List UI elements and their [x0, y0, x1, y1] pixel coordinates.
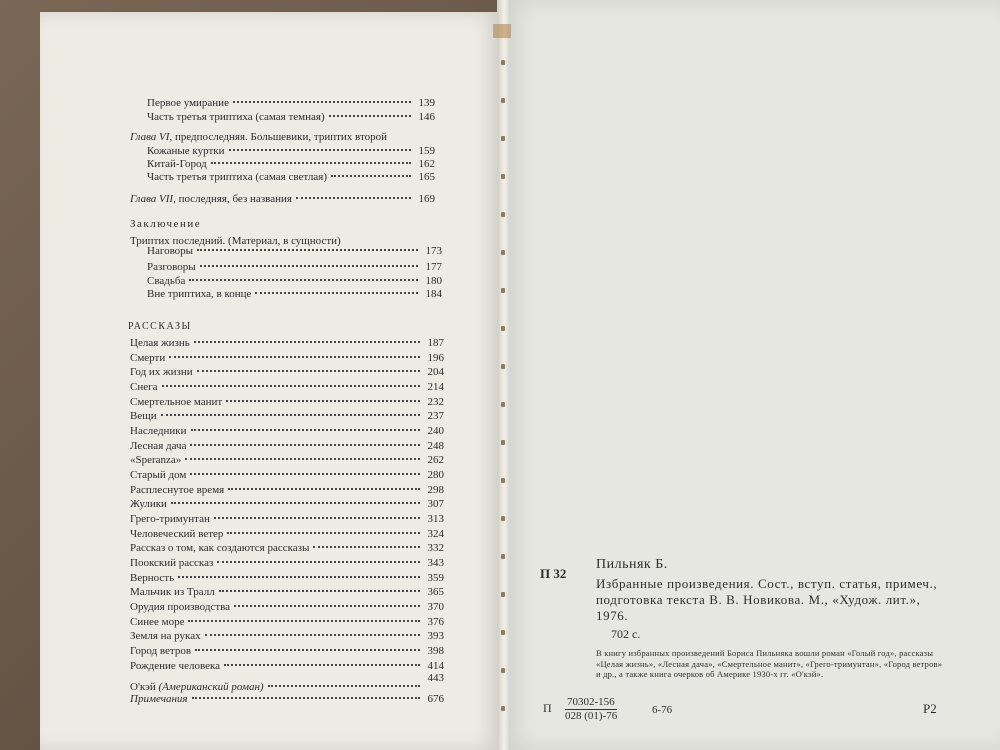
stories-heading: РАССКАЗЫ: [128, 321, 192, 332]
chapter-title: , последняя, без названия: [173, 193, 292, 205]
toc-entry-title: Снега: [130, 380, 158, 393]
toc-entry: [130, 513, 444, 526]
toc-entry-title: Рождение человека: [130, 659, 221, 672]
leader-dots: [217, 561, 420, 563]
leader-dots: [192, 697, 420, 699]
toc-entry: [130, 410, 444, 423]
toc-entry: [147, 111, 435, 124]
toc-entry: [147, 158, 435, 171]
toc-entry: [130, 660, 444, 673]
toc-entry-title: Часть третья триптиха (самая светлая): [147, 171, 328, 183]
toc-entry-page: 370: [427, 600, 444, 613]
toc-entry: [130, 630, 444, 643]
toc-entry-title: Верность: [130, 571, 175, 584]
index-denominator: 028 (01)-76: [565, 710, 618, 722]
toc-entry: [130, 601, 444, 614]
toc-entry: [147, 275, 442, 288]
leader-dots: [233, 101, 411, 103]
toc-entry-title: Поокский рассказ: [130, 556, 214, 569]
toc-entry-page: 214: [427, 380, 444, 393]
toc-entry: [130, 586, 444, 599]
toc-entry: [130, 425, 444, 438]
toc-entry: [130, 440, 444, 453]
toc-entry-title: Вещи: [130, 410, 157, 423]
toc-entry-page: 232: [427, 395, 444, 408]
catalog-index-fraction: [565, 696, 617, 723]
toc-entry: [130, 484, 444, 497]
chapter-title: , предпоследняя. Большевики, триптих второй: [169, 131, 387, 143]
toc-entry-page: 280: [427, 468, 444, 481]
leader-dots: [224, 664, 420, 666]
toc-entry-title: Наговоры: [147, 245, 194, 257]
leader-dots: [200, 265, 418, 267]
toc-entry-title: Год их жизни: [130, 366, 193, 379]
toc-entry-page: 414: [427, 659, 444, 672]
toc-entry-page: 307: [427, 498, 444, 511]
section-heading: Триптих последний. (Материал, в сущности): [130, 235, 341, 247]
leader-dots: [190, 444, 420, 446]
leader-dots: [185, 458, 420, 460]
leader-dots: [189, 279, 418, 281]
leader-dots: [268, 685, 420, 687]
toc-entry-page: 177: [425, 261, 442, 273]
toc-entry-title: Китай-Город: [147, 158, 207, 170]
leader-dots: [191, 429, 420, 431]
toc-entry-page: 180: [425, 275, 442, 287]
toc-entry-page: 393: [427, 630, 444, 643]
toc-entry-title: «Speranza»: [130, 454, 182, 467]
chapter-label: Глава VII: [130, 193, 174, 205]
toc-entry-page: 184: [425, 288, 442, 300]
catalog-annotation: В книгу избранных произведений Бориса Пильняка вошли роман «Голый год», рассказы «Целая жизнь», «Лесная дача», «Смертельное манит», «Грего-тримунтан», «Город ветров» и др., а также книга очерков об Америке 1930-х гг. «О'кэй».: [596, 648, 943, 679]
toc-entry-page: 398: [427, 644, 444, 657]
catalog-code: П 32: [540, 566, 567, 581]
catalog-author: Пильняк Б.: [596, 557, 668, 572]
toc-entry: [130, 645, 444, 658]
toc-entry-title: Разговоры: [147, 261, 196, 273]
catalog-index-letter: П: [543, 701, 552, 715]
leader-dots: [205, 634, 420, 636]
catalog-pages: 702 с.: [611, 627, 641, 641]
toc-entry: [130, 366, 444, 379]
toc-entry: [147, 171, 435, 184]
toc-entry: [147, 245, 442, 258]
toc-entry-title: Кожаные куртки: [147, 145, 225, 157]
leader-dots: [169, 356, 420, 358]
toc-entry-page: 313: [427, 512, 444, 525]
leader-dots: [214, 517, 420, 519]
toc-entry-page: 298: [427, 483, 444, 496]
toc-entry-page: 262: [427, 454, 444, 467]
leader-dots: [190, 473, 420, 475]
toc-entry: [130, 381, 444, 394]
toc-entry-title: Синее море: [130, 615, 185, 628]
toc-entry-page: 165: [418, 171, 435, 183]
toc-entry-title: Смертельное манит: [130, 395, 223, 408]
leader-dots: [219, 590, 420, 592]
toc-entry: [130, 557, 444, 570]
toc-entry: [130, 616, 444, 629]
leader-dots: [329, 115, 411, 117]
toc-entry-title: Первое умирание: [147, 97, 229, 109]
toc-entry-page: 376: [427, 615, 444, 628]
toc-entry-title: Грего-тримунтан: [130, 512, 210, 525]
toc-entry: [130, 337, 444, 350]
toc-entry-title: Наследники: [130, 424, 187, 437]
toc-entry-page: 169: [418, 193, 435, 205]
toc-entry: [130, 498, 444, 511]
toc-entry-subtitle: (Американский роман): [158, 681, 264, 693]
chapter-heading: [130, 131, 387, 144]
leader-dots: [227, 532, 420, 534]
toc-entry-page: 365: [427, 586, 444, 599]
toc-entry-title: Земля на руках: [130, 630, 201, 643]
leader-dots: [226, 400, 420, 402]
toc-entry-page: 248: [427, 439, 444, 452]
toc-entry-title: Старый дом: [130, 468, 187, 481]
toc-entry: [130, 352, 444, 365]
chapter-label: Глава VI: [130, 131, 170, 143]
toc-entry-title: Целая жизнь: [130, 337, 190, 349]
toc-entry-page: 146: [418, 111, 435, 123]
leader-dots: [194, 341, 420, 343]
toc-entry-title: Орудия производства: [130, 600, 231, 613]
leader-dots: [234, 605, 420, 607]
toc-entry-notes: [130, 693, 444, 706]
toc-entry-page: 443: [427, 672, 444, 684]
toc-entry-page: 240: [427, 424, 444, 437]
toc-entry: [147, 288, 442, 301]
leader-dots: [188, 620, 420, 622]
toc-entry-page: 139: [418, 97, 435, 109]
leader-dots: [331, 175, 411, 177]
toc-entry: [147, 261, 442, 274]
index-numerator: 70302-156: [565, 696, 617, 710]
toc-entry: [130, 396, 444, 409]
toc-entry-page: 324: [427, 527, 444, 540]
toc-entry: [130, 542, 444, 555]
leader-dots: [195, 649, 420, 651]
toc-entry-title: Человеческий ветер: [130, 527, 224, 540]
toc-entry-title: Город ветров: [130, 644, 192, 657]
toc-entry-title: Смерти: [130, 351, 166, 364]
toc-entry: [130, 572, 444, 585]
toc-entry: [130, 469, 444, 482]
leader-dots: [178, 576, 420, 578]
toc-entry: [147, 145, 435, 158]
toc-entry-page: 162: [418, 158, 435, 170]
toc-entry-page: 204: [427, 366, 444, 379]
toc-entry-page: 173: [425, 245, 442, 257]
toc-entry: [130, 528, 444, 541]
toc-entry-page: 343: [427, 556, 444, 569]
toc-entry-title: Лесная дача: [130, 439, 187, 452]
toc-entry: [130, 454, 444, 467]
toc-entry-title: Рассказ о том, как создаются рассказы: [130, 542, 310, 555]
catalog-description: Избранные произведения. Сост., вступ. статья, примеч., подготовка текста В. В. Новикова. М., «Худож. лит.», 1976.: [596, 576, 938, 623]
conclusion-heading: Заключение: [130, 218, 202, 230]
toc-entry: [147, 97, 435, 110]
catalog-index-year: 6-76: [652, 704, 673, 716]
toc-entry-title: Мальчик из Тралл: [130, 586, 215, 599]
leader-dots: [228, 488, 420, 490]
toc-entry-title: Свадьба: [147, 275, 186, 287]
chapter-heading: [130, 193, 435, 206]
toc-entry-title: Часть третья триптиха (самая темная): [147, 111, 325, 123]
leader-dots: [255, 292, 418, 294]
toc-entry-title: Примечания: [130, 693, 188, 705]
leader-dots: [171, 502, 420, 504]
leader-dots: [211, 162, 411, 164]
leader-dots: [161, 414, 420, 416]
toc-entry-page: 359: [427, 571, 444, 584]
toc-entry-page: 196: [427, 351, 444, 364]
toc-entry-title: Расплеснутое время: [130, 483, 225, 496]
catalog-index-r2: Р2: [923, 701, 937, 716]
toc-entry-page: 187: [427, 337, 444, 349]
leader-dots: [296, 197, 411, 199]
leader-dots: [313, 546, 420, 548]
leader-dots: [197, 249, 418, 251]
toc-entry-page: 332: [427, 542, 444, 555]
toc-entry-title: Жулики: [130, 498, 167, 511]
leader-dots: [162, 385, 421, 387]
leader-dots: [229, 149, 412, 151]
toc-entry-page: 676: [427, 693, 444, 705]
toc-entry-title: О'кэй: [130, 681, 156, 693]
leader-dots: [197, 370, 420, 372]
toc-entry-title: Вне триптиха, в конце: [147, 288, 252, 300]
toc-entry-page: 159: [418, 145, 435, 157]
toc-entry-page: 237: [427, 410, 444, 423]
